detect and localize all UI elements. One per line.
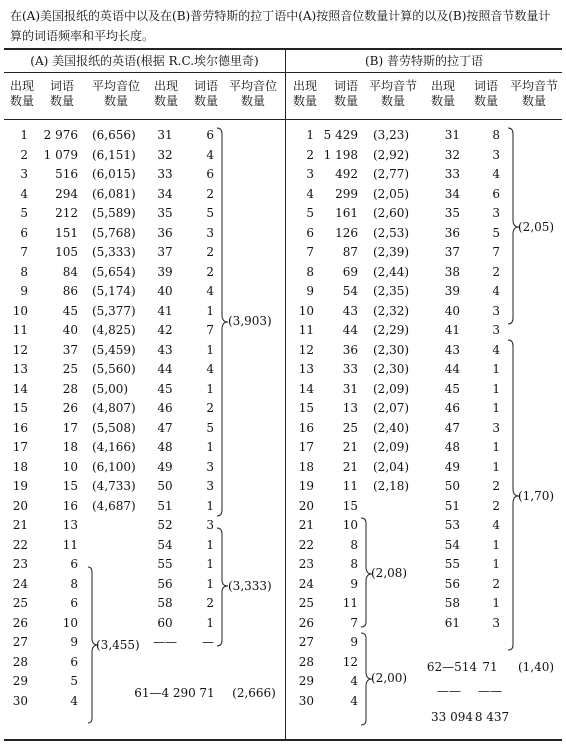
a-words: 11 <box>62 537 78 552</box>
b-occ: 28 <box>298 654 314 669</box>
brace-value-b-right-upper: (2,05) <box>518 220 555 234</box>
a-avg: (5,459) <box>92 342 136 357</box>
b-occ: 16 <box>298 420 314 435</box>
b2-occ: 31 <box>444 128 460 142</box>
b-words: 8 <box>350 537 358 552</box>
a2-words: 1 <box>206 342 214 357</box>
section-a-title: (A) 美国报纸的英语(根据 R.C.埃尔德里奇) <box>30 54 259 68</box>
a2-words: 5 <box>206 206 214 220</box>
header-a-5: 平均音位 数量 <box>228 79 277 108</box>
a-occ: 26 <box>12 615 28 630</box>
b-words: 10 <box>342 518 358 532</box>
b-avg: (2,30) <box>373 342 410 357</box>
a2-words: 1 <box>206 381 214 396</box>
b2-words: 6 <box>492 186 500 201</box>
b-words: 43 <box>342 303 358 318</box>
header-b-0: 出现 数量 <box>292 79 317 108</box>
a-occ: 6 <box>20 225 28 240</box>
b2-words: 4 <box>492 167 500 181</box>
a2-words: 1 <box>206 498 214 513</box>
b2-occ: 61 <box>444 615 460 630</box>
b-avg: (3,23) <box>373 128 410 142</box>
b-occ: 14 <box>298 381 314 396</box>
a-words: 18 <box>62 440 78 454</box>
b-occ: 20 <box>298 498 314 513</box>
a-occ: 22 <box>12 537 28 552</box>
b2-occ: 36 <box>444 225 460 240</box>
a2-occ: 56 <box>157 576 173 591</box>
a-avg: (5,768) <box>92 225 136 240</box>
a-occ: 8 <box>20 264 28 279</box>
a-words: 212 <box>55 206 78 220</box>
b2-words: 3 <box>492 303 500 318</box>
a2-occ: 50 <box>157 479 173 493</box>
a2-occ: 60 <box>157 615 173 630</box>
a2-occ: 41 <box>157 303 173 318</box>
a-occ: 17 <box>12 440 28 454</box>
a-occ: 2 <box>20 147 28 162</box>
b-words: 31 <box>342 381 358 396</box>
a2-occ: 46 <box>157 401 173 415</box>
a-avg: (6,151) <box>92 147 136 162</box>
b-occ: 8 <box>306 264 314 279</box>
a2-occ: 55 <box>157 557 173 571</box>
b-words: 1 198 <box>323 147 358 162</box>
b2-occ: 51 <box>444 498 460 513</box>
b-words: 13 <box>342 401 358 415</box>
b-words: 126 <box>335 225 358 240</box>
a2-occ: 37 <box>157 245 173 259</box>
b-words: 33 <box>342 362 358 376</box>
b-occ: 11 <box>298 323 314 337</box>
a-occ: 11 <box>12 323 28 337</box>
b-avg: (2,35) <box>373 284 410 298</box>
a-words: 6 <box>70 557 78 571</box>
a-avg: (4,166) <box>92 440 136 454</box>
b-words: 87 <box>342 245 358 259</box>
a2-words: 1 <box>206 537 214 552</box>
a-occ: 23 <box>12 557 28 571</box>
b-words: 54 <box>342 284 358 298</box>
b2-occ: 46 <box>444 401 460 415</box>
b-avg: (2,32) <box>373 303 410 318</box>
b2-occ: 50 <box>444 479 460 493</box>
b2-words: 3 <box>492 323 500 337</box>
a-occ: 3 <box>20 167 28 181</box>
a2-occ: 47 <box>157 420 173 435</box>
header-a-0: 出现 数量 <box>9 79 34 108</box>
a-words: 17 <box>62 420 78 435</box>
a-words: 294 <box>55 186 78 201</box>
a-words: 37 <box>62 342 78 357</box>
b2-occ: 54 <box>444 537 460 552</box>
b-occ: 6 <box>306 225 314 240</box>
a2-occ: 40 <box>157 284 173 298</box>
a-avg: (6,081) <box>92 186 136 201</box>
a2-words: 2 <box>206 596 214 610</box>
a2-occ: 48 <box>157 440 173 454</box>
a2-words: — <box>202 635 214 649</box>
b-words: 4 <box>350 693 358 708</box>
a-occ: 1 <box>20 128 28 142</box>
a-occ: 12 <box>12 342 28 357</box>
header-b-3: 出现 数量 <box>430 79 455 108</box>
a2-words: 2 <box>206 245 214 259</box>
b-words: 7 <box>350 615 358 630</box>
b-words: 36 <box>342 342 358 357</box>
b-occ: 22 <box>298 537 314 552</box>
b2-words: 4 <box>492 518 500 532</box>
brace-value-b-right-lower: (1,70) <box>518 489 555 503</box>
a-occ: 21 <box>12 518 28 532</box>
a-occ: 29 <box>12 674 28 688</box>
b-occ: 12 <box>298 342 314 357</box>
b2-occ: 48 <box>444 440 460 454</box>
header-a-2: 平均音位 数量 <box>91 79 140 108</box>
b-occ: 5 <box>306 206 314 220</box>
a-occ: 15 <box>12 401 28 415</box>
a-total-count: 71 <box>199 686 215 700</box>
b-words: 25 <box>342 420 358 435</box>
a2-occ: 51 <box>157 498 173 513</box>
b-avg: (2,09) <box>373 381 410 396</box>
a2-words: 1 <box>206 303 214 318</box>
a-avg: (5,589) <box>92 206 136 220</box>
b-occ: 1 <box>306 128 314 142</box>
a-avg: (4,687) <box>92 498 136 513</box>
a-occ: 25 <box>12 596 28 610</box>
b-occ: 9 <box>306 284 314 298</box>
b-words: 5 429 <box>323 128 358 142</box>
b2-occ: 58 <box>444 596 460 610</box>
b-avg: (2,77) <box>373 167 410 181</box>
brace-value-a-right-lower: (3,333) <box>228 579 272 593</box>
b-occ: 2 <box>306 147 314 162</box>
b-occ: 17 <box>298 440 314 454</box>
b-words: 15 <box>342 498 358 513</box>
b2-words: 2 <box>492 479 500 493</box>
a-words: 86 <box>62 284 78 298</box>
a-occ: 19 <box>12 479 28 493</box>
b-avg: (2,44) <box>373 264 410 279</box>
b2-words: 2 <box>492 264 500 279</box>
b2-occ: 39 <box>444 284 460 298</box>
a2-occ: 44 <box>157 362 173 376</box>
a-avg: (4,807) <box>92 401 136 415</box>
brace-a-right-52-60 <box>217 528 228 646</box>
b-occ: 21 <box>298 518 314 532</box>
b-occ: 18 <box>298 459 314 474</box>
b-occ: 29 <box>298 674 314 688</box>
brace-a-right-31-41 <box>217 128 228 516</box>
b-avg: (2,60) <box>373 206 410 220</box>
b-avg: (2,09) <box>373 440 410 454</box>
a-words: 16 <box>62 498 78 513</box>
a-occ: 27 <box>12 635 28 649</box>
a-words: 8 <box>70 576 78 591</box>
b-words: 492 <box>335 167 358 181</box>
b-words: 9 <box>350 576 358 591</box>
b2-occ: 43 <box>444 342 460 357</box>
a2-words: 2 <box>206 401 214 415</box>
b2-words: 3 <box>492 206 500 220</box>
a2-occ: 58 <box>157 596 173 610</box>
a2-occ: 35 <box>157 206 173 220</box>
a-avg: (5,508) <box>92 420 136 435</box>
b-words: 11 <box>342 596 358 610</box>
a2-occ: 49 <box>157 459 173 474</box>
b-occ: 13 <box>298 362 314 376</box>
a-avg: (5,654) <box>92 264 136 279</box>
brace-value-b-left-upper: (2,08) <box>371 566 408 580</box>
a-occ: 13 <box>12 362 28 376</box>
a-words: 516 <box>55 167 78 181</box>
b-occ: 26 <box>298 615 314 630</box>
a-avg: (4,733) <box>92 479 136 493</box>
a2-words: 2 <box>206 186 214 201</box>
b-words: 21 <box>342 440 358 454</box>
b-words: 4 <box>350 674 358 688</box>
b-occ: 24 <box>298 576 314 591</box>
a-words: 5 <box>70 674 78 688</box>
b-avg: (2,04) <box>373 459 410 474</box>
b2-words: 7 <box>492 245 500 259</box>
a-occ: 20 <box>12 498 28 513</box>
b-words: 11 <box>342 479 358 493</box>
a2-words: 4 <box>206 362 214 376</box>
a2-words: 5 <box>206 420 214 435</box>
a-words: 9 <box>70 635 78 649</box>
a-occ: 14 <box>12 381 28 396</box>
brace-value-b-left-lower: (2,00) <box>371 671 408 685</box>
b-words: 9 <box>350 635 358 649</box>
b2-occ: 33 <box>444 167 460 181</box>
b2-words: 1 <box>492 381 500 396</box>
a-total-avg: (2,666) <box>232 686 276 700</box>
b2-words: 4 <box>492 342 500 357</box>
brace-value-a-left: (3,455) <box>96 638 140 652</box>
header-b-2: 平均音节 数量 <box>368 79 417 108</box>
b-avg: (2,30) <box>373 362 410 376</box>
b2-words: 5 <box>492 225 500 240</box>
b-avg: (2,92) <box>373 147 410 162</box>
b2-occ: 38 <box>444 264 460 279</box>
b-occ: 30 <box>298 693 314 708</box>
b2-words: 2 <box>492 498 500 513</box>
b2-words: 4 <box>492 284 500 298</box>
a2-occ: 33 <box>157 167 173 181</box>
a-words: 25 <box>62 362 78 376</box>
a-words: 15 <box>62 479 78 493</box>
a2-occ: 43 <box>157 342 173 357</box>
a2-occ: 31 <box>157 128 173 142</box>
b-words: 69 <box>342 264 358 279</box>
b-avg: (2,18) <box>373 479 410 493</box>
a2-words: 2 <box>206 264 214 279</box>
header-a-1: 词语 数量 <box>49 79 74 108</box>
a-words: 10 <box>62 459 78 474</box>
a2-occ: 42 <box>157 323 173 337</box>
b2-occ: 45 <box>444 381 460 396</box>
a-occ: 18 <box>12 459 28 474</box>
a-words: 84 <box>62 264 78 279</box>
b-occ: 10 <box>298 303 314 318</box>
b-words: 161 <box>335 206 358 220</box>
b-words: 21 <box>342 459 358 474</box>
b2-words: 3 <box>492 615 500 630</box>
b-occ: 3 <box>306 167 314 181</box>
a-avg: (6,656) <box>92 128 136 142</box>
a-words: 13 <box>62 518 78 532</box>
b2-words: 3 <box>492 420 500 435</box>
b-occ: 7 <box>306 245 314 259</box>
b2-words: 1 <box>492 557 500 571</box>
a-occ: 16 <box>12 420 28 435</box>
a-total-range: 61—4 290 <box>134 686 196 700</box>
b2-occ: 55 <box>444 557 460 571</box>
b2-occ: 37 <box>444 245 460 259</box>
b2-occ: 41 <box>444 323 460 337</box>
b2-words: 8 <box>492 128 500 142</box>
b-avg: (2,39) <box>373 245 410 259</box>
a-avg: (5,377) <box>92 303 136 318</box>
a2-occ: 39 <box>157 264 173 279</box>
a-words: 2 976 <box>43 128 78 142</box>
a2-words: 3 <box>206 459 214 474</box>
a-avg: (5,00) <box>92 381 129 396</box>
b-occ: 19 <box>298 479 314 493</box>
a2-words: 1 <box>206 440 214 454</box>
b-words: 8 <box>350 557 358 571</box>
b-total-count: 71 <box>482 660 498 674</box>
b-avg: (2,07) <box>373 401 410 415</box>
a-words: 45 <box>62 303 78 318</box>
header-b-4: 词语 数量 <box>473 79 498 108</box>
b-occ: 27 <box>298 635 314 649</box>
a2-words: 1 <box>206 576 214 591</box>
header-a-3: 出现 数量 <box>153 79 178 108</box>
brace-value-a-right-upper: (3,903) <box>228 314 272 328</box>
a2-occ: —— <box>153 635 177 649</box>
b2-occ: 35 <box>444 206 460 220</box>
b-avg: (2,40) <box>373 420 410 435</box>
b2-occ: 34 <box>444 186 460 201</box>
a-occ: 5 <box>20 206 28 220</box>
b2-occ: 47 <box>444 420 460 435</box>
a2-words: 1 <box>206 557 214 571</box>
a-occ: 10 <box>12 303 28 318</box>
a-avg: (5,174) <box>92 284 136 298</box>
b2-words: 1 <box>492 362 500 376</box>
b2-words: 1 <box>492 401 500 415</box>
a2-words: 6 <box>206 167 214 181</box>
b-avg: (2,53) <box>373 225 410 240</box>
a2-occ: 52 <box>157 518 173 532</box>
header-b-5: 平均音节 数量 <box>509 79 558 108</box>
b-occ: 25 <box>298 596 314 610</box>
b-total-range: 62—514 <box>426 660 478 674</box>
a-words: 10 <box>62 615 78 630</box>
b-grand-total-words: 33 094 <box>431 710 473 724</box>
b2-occ: 44 <box>444 362 460 376</box>
a-words: 6 <box>70 654 78 669</box>
a-avg: (6,015) <box>92 167 136 181</box>
b2-words: 1 <box>492 596 500 610</box>
b2-occ: 56 <box>444 576 460 591</box>
a2-occ: 54 <box>157 537 173 552</box>
a2-words: 3 <box>206 518 214 532</box>
b-avg: (2,29) <box>373 323 410 337</box>
table-caption: 在(A)美国报纸的英语中以及在(B)普劳特斯的拉丁语中(A)按照音位数量计算的以及(B)按照音节数量计算的词语频率和平均长度。 <box>10 9 551 43</box>
b2-words: 2 <box>492 576 500 591</box>
b-occ: 15 <box>298 401 314 415</box>
a2-words: 1 <box>206 615 214 630</box>
a2-words: 6 <box>206 128 214 142</box>
header-b-1: 词语 数量 <box>333 79 358 108</box>
a2-words: 3 <box>206 479 214 493</box>
b-words: 299 <box>335 186 358 201</box>
a-words: 1 079 <box>43 147 78 162</box>
a2-occ: 36 <box>157 225 173 240</box>
a-occ: 4 <box>20 186 28 201</box>
b2-words: 3 <box>492 147 500 162</box>
a2-occ: 45 <box>157 381 173 396</box>
b2-occ: 53 <box>444 518 460 532</box>
a-occ: 30 <box>12 693 28 708</box>
a2-occ: 34 <box>157 186 173 201</box>
b-occ: 4 <box>306 186 314 201</box>
b-words: 12 <box>342 654 358 669</box>
a2-words: 3 <box>206 225 214 240</box>
a-words: 151 <box>55 225 78 240</box>
a-words: 6 <box>70 596 78 610</box>
a-occ: 24 <box>12 576 28 591</box>
b-avg: (2,05) <box>373 186 410 201</box>
a-words: 105 <box>55 245 78 259</box>
b-grand-total-count: 8 437 <box>474 710 510 724</box>
b2-words: 1 <box>492 440 500 454</box>
a-occ: 9 <box>20 284 28 298</box>
b2-words: 1 <box>492 459 500 474</box>
a2-words: 4 <box>206 284 214 298</box>
a-words: 26 <box>62 401 78 415</box>
b-total-avg: (1,40) <box>517 660 555 674</box>
a-words: 40 <box>62 323 78 337</box>
a-avg: (5,560) <box>92 362 136 376</box>
b-words: 44 <box>342 323 358 337</box>
a2-words: 4 <box>206 147 214 162</box>
b2-occ: 40 <box>444 303 460 318</box>
a2-words: 7 <box>206 323 214 337</box>
b-dash-right: —— <box>478 684 502 698</box>
a2-occ: 32 <box>157 147 173 162</box>
a-words: 28 <box>62 381 78 396</box>
a-occ: 7 <box>20 245 28 259</box>
section-b-title: (B) 普劳特斯的拉丁语 <box>365 54 483 68</box>
b2-occ: 49 <box>444 459 460 474</box>
a-occ: 28 <box>12 654 28 669</box>
b2-words: 1 <box>492 537 500 552</box>
a-avg: (5,333) <box>92 245 136 259</box>
b2-occ: 32 <box>444 147 460 162</box>
a-avg: (4,825) <box>92 323 136 337</box>
b-occ: 23 <box>298 557 314 571</box>
b-dash-left: —— <box>437 684 461 698</box>
a-avg: (6,100) <box>92 459 136 474</box>
a-words: 4 <box>70 693 78 708</box>
header-a-4: 词语 数量 <box>193 79 218 108</box>
